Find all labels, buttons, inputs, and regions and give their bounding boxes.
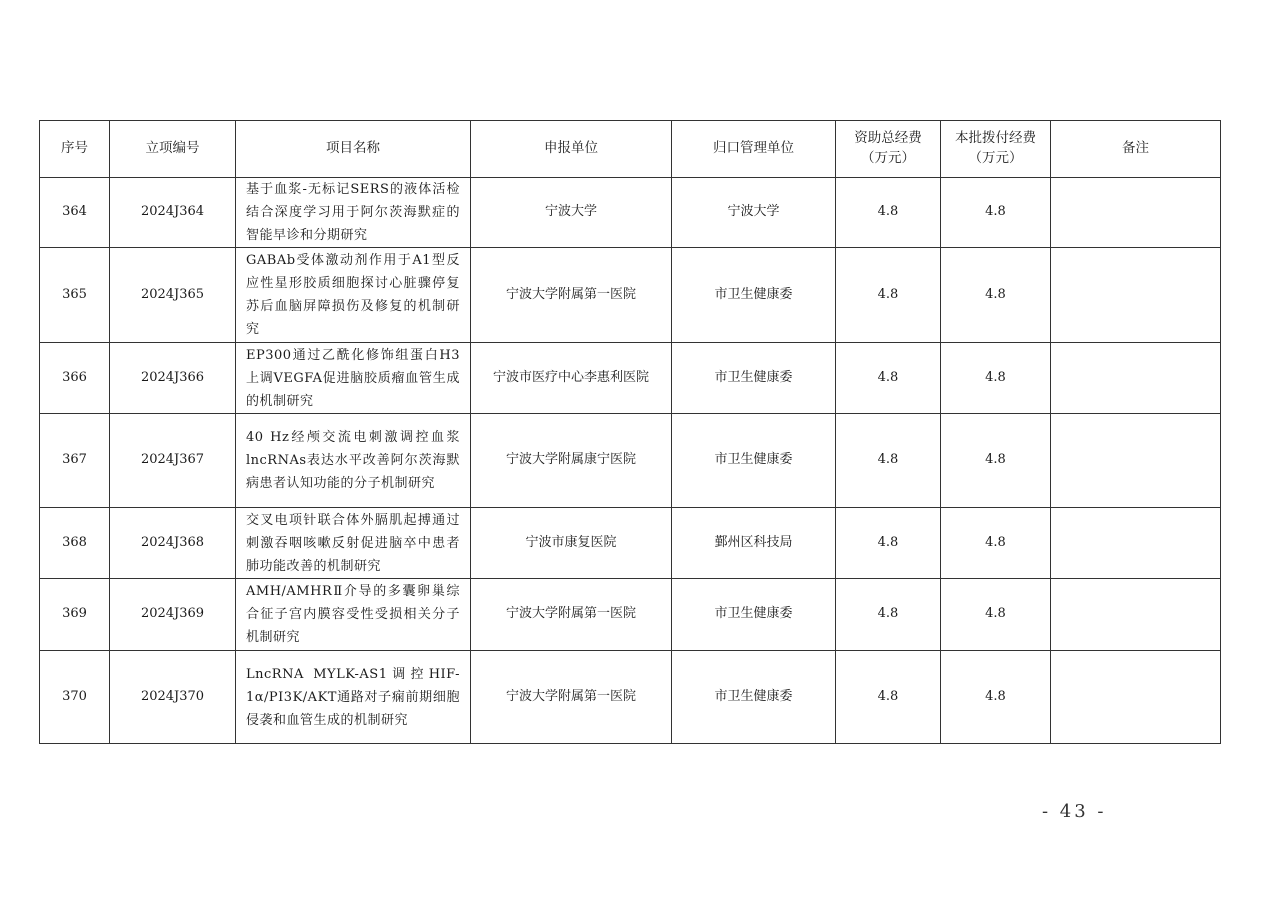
cell-unit: 宁波市康复医院: [471, 508, 672, 579]
table-row: [40, 248, 1221, 343]
header-total-line1: 资助总经费: [854, 130, 922, 147]
cell-code: 2024J368: [110, 508, 236, 579]
cell-name: AMH/AMHRⅡ介导的多囊卵巢综合征子宫内膜容受性受损相关分子机制研究: [236, 579, 471, 651]
cell-mgmt: 鄞州区科技局: [672, 508, 836, 579]
cell-remark: [1051, 178, 1221, 248]
table-header-row: [40, 121, 1221, 178]
cell-name: 交叉电项针联合体外膈肌起搏通过刺激吞咽咳嗽反射促进脑卒中患者肺功能改善的机制研究: [236, 508, 471, 579]
cell-total: 4.8: [836, 343, 941, 414]
header-code: 立项编号: [110, 121, 236, 178]
header-unit: 申报单位: [471, 121, 672, 178]
cell-total: 4.8: [836, 414, 941, 508]
cell-code: 2024J370: [110, 651, 236, 744]
cell-batch: 4.8: [941, 579, 1051, 651]
cell-unit: 宁波大学: [471, 178, 672, 248]
header-mgmt: 归口管理单位: [672, 121, 836, 178]
cell-code: 2024J366: [110, 343, 236, 414]
cell-remark: [1051, 651, 1221, 744]
header-seq: 序号: [40, 121, 110, 178]
cell-seq: 368: [40, 508, 110, 579]
header-batch: [941, 121, 1051, 178]
cell-total: 4.8: [836, 579, 941, 651]
cell-name: 40 Hz经颅交流电刺激调控血浆lncRNAs表达水平改善阿尔茨海默病患者认知功能的分子机制研究: [236, 414, 471, 508]
cell-remark: [1051, 248, 1221, 343]
cell-total: 4.8: [836, 651, 941, 744]
cell-unit: 宁波大学附属第一医院: [471, 248, 672, 343]
cell-name: EP300通过乙酰化修饰组蛋白H3上调VEGFA促进脑胶质瘤血管生成的机制研究: [236, 343, 471, 414]
table-row: [40, 579, 1221, 651]
cell-seq: 366: [40, 343, 110, 414]
cell-batch: 4.8: [941, 178, 1051, 248]
cell-batch: 4.8: [941, 508, 1051, 579]
cell-mgmt: 市卫生健康委: [672, 579, 836, 651]
cell-code: 2024J365: [110, 248, 236, 343]
header-batch-line2: （万元）: [968, 150, 1023, 166]
cell-remark: [1051, 508, 1221, 579]
table-row: [40, 343, 1221, 414]
cell-name: LncRNA MYLK-AS1调控HIF-1α/PI3K/AKT通路对子痫前期细胞侵袭和血管生成的机制研究: [236, 651, 471, 744]
cell-code: 2024J369: [110, 579, 236, 651]
cell-name: GABAb受体激动剂作用于A1型反应性星形胶质细胞探讨心脏骤停复苏后血脑屏障损伤及修复的机制研究: [236, 248, 471, 343]
cell-seq: 365: [40, 248, 110, 343]
cell-batch: 4.8: [941, 414, 1051, 508]
header-batch-line1: 本批拨付经费: [955, 130, 1036, 147]
cell-unit: 宁波大学附属第一医院: [471, 651, 672, 744]
project-table: [39, 120, 1221, 744]
cell-batch: 4.8: [941, 248, 1051, 343]
cell-unit: 宁波大学附属康宁医院: [471, 414, 672, 508]
cell-mgmt: 市卫生健康委: [672, 414, 836, 508]
cell-seq: 369: [40, 579, 110, 651]
table-row: [40, 414, 1221, 508]
table-row: [40, 508, 1221, 579]
header-name: 项目名称: [236, 121, 471, 178]
cell-batch: 4.8: [941, 651, 1051, 744]
table-row: [40, 178, 1221, 248]
cell-unit: 宁波市医疗中心李惠利医院: [471, 343, 672, 414]
cell-unit: 宁波大学附属第一医院: [471, 579, 672, 651]
cell-remark: [1051, 343, 1221, 414]
cell-batch: 4.8: [941, 343, 1051, 414]
cell-seq: 364: [40, 178, 110, 248]
cell-total: 4.8: [836, 508, 941, 579]
cell-remark: [1051, 414, 1221, 508]
cell-code: 2024J364: [110, 178, 236, 248]
page-number: - 43 -: [1042, 801, 1107, 822]
cell-seq: 367: [40, 414, 110, 508]
header-remark: 备注: [1051, 121, 1221, 178]
table-row: [40, 651, 1221, 744]
cell-mgmt: 宁波大学: [672, 178, 836, 248]
cell-mgmt: 市卫生健康委: [672, 651, 836, 744]
header-total: [836, 121, 941, 178]
cell-remark: [1051, 579, 1221, 651]
cell-code: 2024J367: [110, 414, 236, 508]
cell-total: 4.8: [836, 178, 941, 248]
header-total-line2: （万元）: [861, 150, 915, 166]
cell-seq: 370: [40, 651, 110, 744]
cell-name: 基于血浆-无标记SERS的液体活检结合深度学习用于阿尔茨海默症的智能早诊和分期研究: [236, 178, 471, 248]
cell-mgmt: 市卫生健康委: [672, 248, 836, 343]
cell-mgmt: 市卫生健康委: [672, 343, 836, 414]
cell-total: 4.8: [836, 248, 941, 343]
